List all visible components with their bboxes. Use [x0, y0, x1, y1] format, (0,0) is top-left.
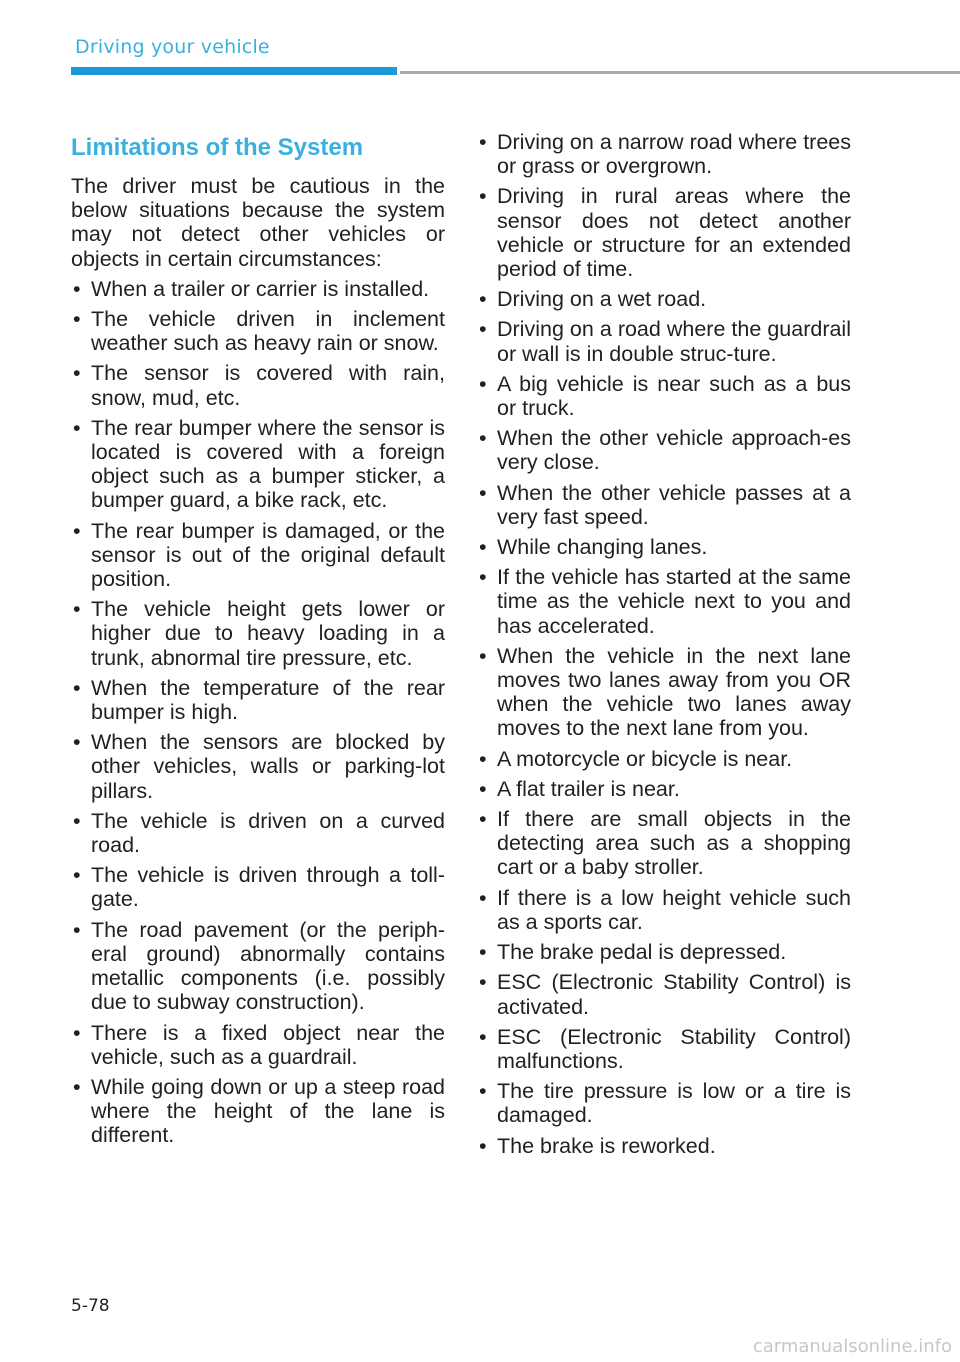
list-item-text: The vehicle is driven through a toll-gate.: [91, 863, 445, 912]
list-item: [477, 886, 851, 934]
list-item: [71, 277, 445, 301]
list-item-text: The vehicle height gets lower or higher due to heavy loading in a trunk, abnormal tire pressure, etc.: [91, 597, 445, 670]
header-accent-bar: [71, 67, 397, 75]
bullet-icon: •: [73, 276, 81, 301]
list-item-text: A motorcycle or bicycle is near.: [497, 746, 793, 771]
bullet-icon: •: [479, 885, 487, 910]
section-title: Limitations of the System: [71, 134, 364, 161]
list-item-text: The tire pressure is low or a tire is damaged.: [497, 1079, 851, 1128]
list-item-text: If there is a low height vehicle such as a sports car.: [497, 885, 851, 934]
left-bullet-list: [71, 277, 445, 1148]
bullet-icon: •: [73, 1074, 81, 1099]
list-item-text: If there are small objects in the detecting area such as a shopping cart or a baby stroller.: [497, 807, 851, 880]
header-rule: [400, 71, 960, 74]
bullet-icon: •: [479, 807, 487, 832]
list-item: [71, 361, 445, 409]
list-item-text: ESC (Electronic Stability Control) is activated.: [497, 970, 851, 1019]
bullet-icon: •: [73, 307, 81, 332]
list-item: [477, 317, 851, 365]
list-item-text: The sensor is covered with rain, snow, mud, etc.: [91, 361, 445, 410]
intro-paragraph: The driver must be cautious in the below situations because the system may not detect other vehicles or objects in certain circumstances:: [71, 174, 445, 271]
bullet-icon: •: [479, 130, 487, 154]
list-item-text: The rear bumper is damaged, or the sensor is out of the original default position.: [91, 518, 445, 592]
watermark: carmanualsonline.info: [752, 1336, 952, 1357]
list-item: [71, 597, 445, 670]
list-item-text: While going down or up a steep road where the height of the lane is different.: [91, 1074, 445, 1148]
bullet-icon: •: [479, 287, 487, 312]
list-item: [477, 130, 851, 178]
list-item-text: The rear bumper where the sensor is located is covered with a foreign object such as a bumper sticker, a bumper guard, a bike rack, etc.: [91, 415, 445, 513]
right-bullet-list: [477, 130, 851, 1158]
list-item-text: The road pavement (or the periph-eral ground) abnormally contains metallic components (i.e. possibly due to subway construction).: [91, 917, 445, 1015]
bullet-icon: •: [479, 940, 487, 965]
list-item: [477, 426, 851, 474]
list-item: [477, 777, 851, 801]
bullet-icon: •: [73, 863, 81, 888]
bullet-icon: •: [479, 1024, 487, 1049]
bullet-icon: •: [479, 426, 487, 451]
list-item-text: If the vehicle has started at the same time as the vehicle next to you and has accelerated.: [497, 565, 851, 638]
bullet-icon: •: [479, 565, 487, 590]
list-item-text: While changing lanes.: [497, 535, 708, 560]
list-item-text: A big vehicle is near such as a bus or truck.: [497, 371, 851, 421]
bullet-icon: •: [479, 776, 487, 801]
list-item: [477, 940, 851, 964]
bullet-icon: •: [73, 917, 81, 942]
list-item-text: When the other vehicle passes at a very fast speed.: [497, 480, 851, 529]
bullet-icon: •: [73, 730, 81, 755]
bullet-icon: •: [479, 970, 487, 995]
list-item: [477, 644, 851, 741]
list-item: [71, 730, 445, 803]
list-item: [71, 1075, 445, 1148]
list-item: [477, 970, 851, 1018]
list-item-text: Driving on a road where the guardrail or wall is in double struc-ture.: [497, 317, 851, 366]
list-item: [477, 747, 851, 771]
bullet-icon: •: [73, 808, 81, 833]
list-item: [71, 809, 445, 857]
bullet-icon: •: [479, 317, 487, 342]
list-item: [477, 1079, 851, 1127]
list-item-text: A flat trailer is near.: [497, 776, 680, 801]
list-item: [477, 1025, 851, 1073]
bullet-icon: •: [73, 518, 81, 543]
list-item: [477, 1134, 851, 1158]
list-item-text: ESC (Electronic Stability Control) malfunctions.: [497, 1024, 851, 1073]
list-item-text: When the sensors are blocked by other vehicles, walls or parking-lot pillars.: [91, 730, 445, 803]
bullet-icon: •: [479, 1133, 487, 1158]
list-item: [71, 863, 445, 911]
list-item: [71, 307, 445, 355]
bullet-icon: •: [479, 371, 487, 396]
bullet-icon: •: [479, 1079, 487, 1104]
bullet-icon: •: [73, 361, 81, 386]
bullet-icon: •: [73, 597, 81, 622]
list-item-text: Driving on a wet road.: [497, 287, 707, 312]
list-item-text: When the temperature of the rear bumper is high.: [91, 675, 445, 725]
list-item: [477, 807, 851, 880]
list-item-text: When the vehicle in the next lane moves two lanes away from you OR when the vehicle two lanes away moves to the next lane from you.: [497, 643, 851, 741]
list-item: [71, 416, 445, 513]
list-item: [477, 184, 851, 281]
list-item-text: When the other vehicle approach-es very close.: [497, 426, 851, 475]
list-item: [477, 287, 851, 311]
list-item-text: When a trailer or carrier is installed.: [91, 276, 430, 301]
list-item: [477, 372, 851, 420]
section-header: Driving your vehicle: [75, 36, 270, 58]
list-item-text: The vehicle is driven on a curved road.: [91, 808, 445, 858]
bullet-icon: •: [479, 643, 487, 668]
bullet-icon: •: [73, 1020, 81, 1045]
left-column: [71, 130, 445, 1154]
list-item: [477, 481, 851, 529]
list-item-text: Driving in rural areas where the sensor does not detect another vehicle or structure for an extended period of time.: [497, 184, 851, 282]
list-item: [477, 565, 851, 638]
list-item-text: The vehicle driven in inclement weather such as heavy rain or snow.: [91, 307, 445, 356]
list-item: [71, 519, 445, 592]
bullet-icon: •: [73, 415, 81, 440]
bullet-icon: •: [479, 184, 487, 209]
page-number: 5-78: [71, 1296, 110, 1316]
bullet-icon: •: [479, 746, 487, 771]
bullet-icon: •: [479, 535, 487, 560]
bullet-icon: •: [479, 480, 487, 505]
list-item-text: There is a fixed object near the vehicle, such as a guardrail.: [91, 1020, 445, 1069]
list-item-text: Driving on a narrow road where trees or grass or overgrown.: [497, 130, 851, 179]
list-item-text: The brake is reworked.: [497, 1133, 716, 1158]
list-item: [71, 1021, 445, 1069]
list-item: [71, 918, 445, 1015]
right-column: [477, 130, 851, 1164]
list-item-text: The brake pedal is depressed.: [497, 940, 787, 965]
bullet-icon: •: [73, 675, 81, 700]
list-item: [71, 676, 445, 724]
list-item: [477, 535, 851, 559]
